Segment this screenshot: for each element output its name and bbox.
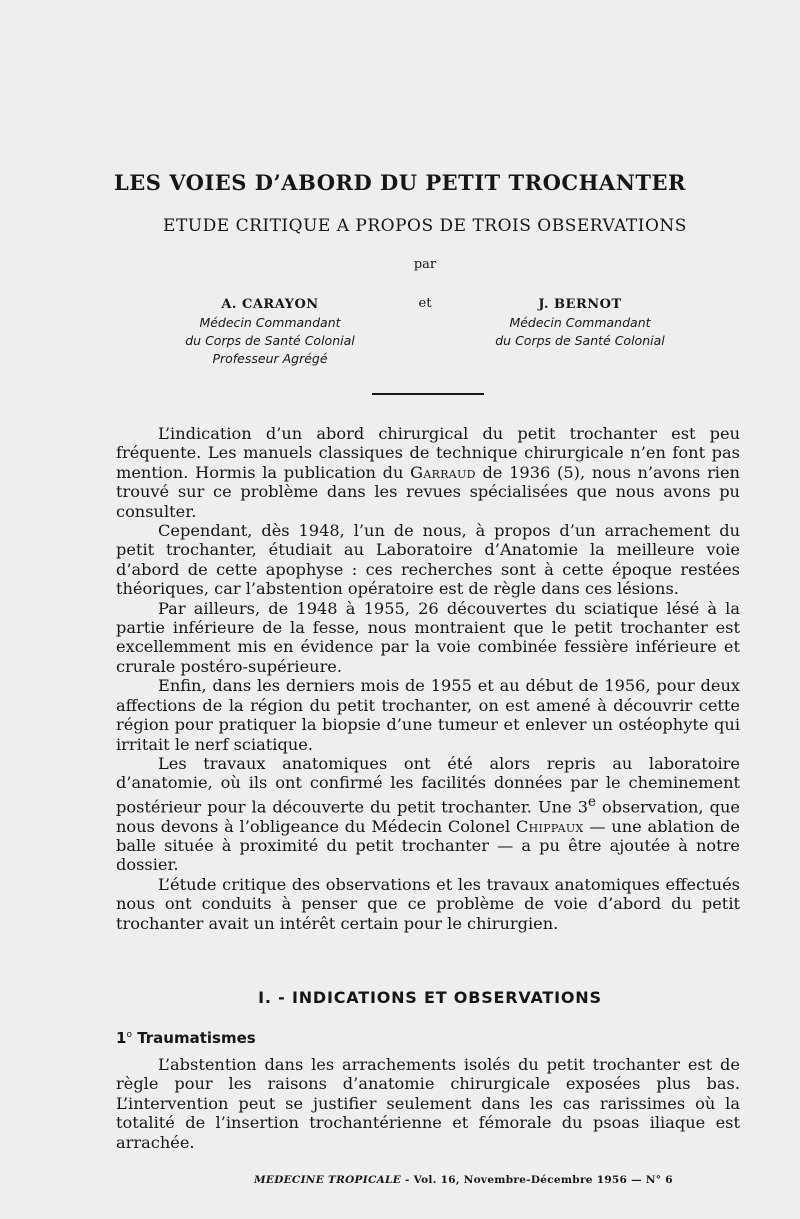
paragraph-text: L’indication d’un abord chirurgical du petit trochanter est peu fréquente. Les manuels classiques de technique chirurgicale n’en font pas mention. Hormis la publication du [116, 424, 740, 482]
author-role: Médecin Commandant [509, 315, 651, 330]
section-body [116, 1055, 740, 1152]
paragraph-text: de 1936 (5), nous n’avons rien trouvé sur ce problème dans les revues spécialisées que nous avons pu consulter. [116, 462, 740, 521]
title-divider [372, 393, 484, 395]
cited-author: Garraud [410, 462, 476, 482]
paragraph: Enfin, dans les derniers mois de 1955 et au début de 1956, pour deux affections de la région du petit trochanter, on est amené à découvrir cette région pour pratiquer la biopsie d’une tumeur et enlever un ostéophyte qui irritait le nerf sciatique. [116, 676, 740, 754]
page-footer [254, 1174, 673, 1186]
author-block-carayon [160, 296, 380, 368]
paragraph-text: Les travaux anatomiques ont été alors repris au laboratoire d’anatomie, où ils ont confirmé les facilités données par le cheminement postérieur pour la découverte du petit trochanter. Une 3 [116, 753, 740, 817]
subsection-number: 1 [116, 1029, 127, 1047]
paragraph: Cependant, dès 1948, l’un de nous, à propos d’un arrachement du petit trochanter, étudiait au Laboratoire d’Anatomie la meilleure voie d’abord de cette apophyse : ces recherches sont à cette époque restées théoriques, car l’abstention opératoire est de règle dans ces lésions. [116, 521, 740, 599]
paragraph-text: observation, que nous devons à l’obligeance du Médecin Colonel [116, 797, 740, 836]
byline-par: par [413, 257, 437, 272]
byline-et: et [418, 296, 432, 311]
author-role: Médecin Commandant [199, 315, 341, 330]
cited-person: Chippaux [515, 816, 584, 836]
article-subtitle: ETUDE CRITIQUE A PROPOS DE TROIS OBSERVATIONS [163, 216, 687, 236]
section-heading: I. - INDICATIONS ET OBSERVATIONS [258, 988, 602, 1007]
ordinal-superscript: o [126, 1030, 132, 1040]
paragraph: L’abstention dans les arrachements isolés du petit trochanter est de règle pour les raisons d’anatomie chirurgicale exposées plus bas. L’intervention peut se justifier seulement dans les cas rarissimes où la totalité de l’insertion trochantérienne et fémorale du psoas iliaque est arrachée. [116, 1055, 740, 1152]
journal-name: MEDECINE TROPICALE [254, 1174, 402, 1186]
introduction [116, 424, 740, 933]
paragraph [116, 754, 740, 875]
paragraph-text: — une ablation de balle située à proximité du petit trochanter — a pu être ajoutée à notre dossier. [116, 816, 740, 875]
author-role: Professeur Agrégé [212, 351, 328, 366]
author-name: J. BERNOT [538, 297, 622, 312]
author-name: A. CARAYON [221, 297, 319, 312]
paragraph: L’étude critique des observations et les travaux anatomiques effectués nous ont conduits à penser que ce problème de voie d’abord du petit trochanter avait un intérêt certain pour le chirurgien. [116, 874, 740, 933]
article-title: LES VOIES D’ABORD DU PETIT TROCHANTER [113, 170, 687, 195]
ordinal-superscript: e [588, 793, 596, 810]
paragraph: Par ailleurs, de 1948 à 1955, 26 découvertes du sciatique lésé à la partie inférieure de la fesse, nous montraient que le petit trochanter est excellemment mis en évidence par la voie combinée fessière inférieure et crurale postéro-supérieure. [116, 598, 740, 676]
author-block-bernot [470, 296, 690, 350]
issue-details: - Vol. 16, Novembre-Décembre 1956 — N° 6 [401, 1174, 673, 1186]
paragraph [116, 424, 740, 521]
author-role: du Corps de Santé Colonial [185, 333, 355, 348]
author-role: du Corps de Santé Colonial [495, 333, 665, 348]
subsection-heading [116, 1029, 256, 1047]
subsection-title: Traumatismes [137, 1029, 256, 1047]
